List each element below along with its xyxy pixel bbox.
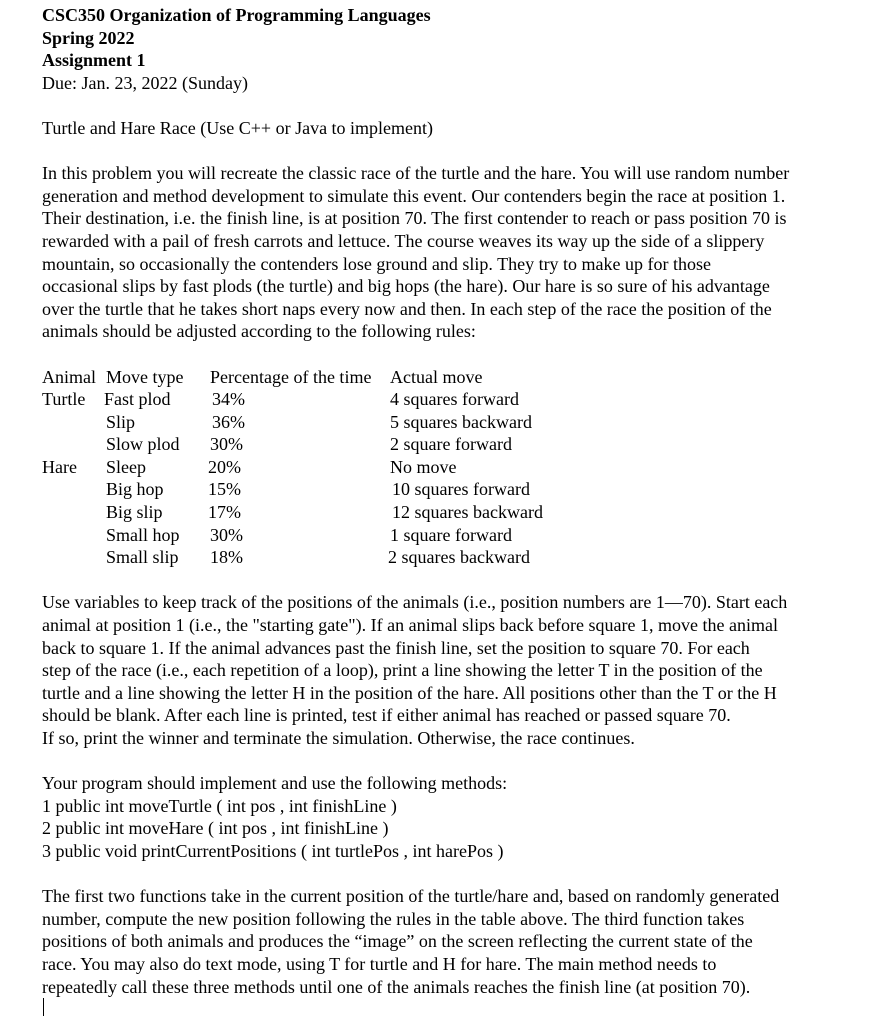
row-actual: 2 squares backward xyxy=(388,547,530,568)
row-actual: 1 square forward xyxy=(390,524,512,545)
table-header-row xyxy=(42,366,862,389)
row-move: Slow plod xyxy=(106,434,180,455)
rules-line: should be blank. After each line is printed, test if either animal has reached or passed square 70. xyxy=(42,705,731,726)
closing-line: positions of both animals and produces the “image” on the screen reflecting the current state of the xyxy=(42,931,753,952)
closing-paragraph xyxy=(42,885,862,998)
row-move: Slip xyxy=(106,411,136,432)
closing-line: race. You may also do text mode, using T for turtle and H for hare. The main method needs to xyxy=(42,953,717,974)
table-row xyxy=(42,546,862,569)
methods-intro: Your program should implement and use the following methods: xyxy=(42,773,508,794)
intro-line: Their destination, i.e. the finish line, is at position 70. The first contender to reach or pass position 70 is xyxy=(42,208,787,229)
closing-line: number, compute the new position following the rules in the table above. The third function takes xyxy=(42,908,745,929)
intro-line: mountain, so occasionally the contenders lose ground and slip. They try to make up for those xyxy=(42,253,712,274)
row-percentage: 34% xyxy=(212,389,245,410)
row-actual: 5 squares backward xyxy=(390,411,532,432)
row-actual: 2 square forward xyxy=(390,434,512,455)
row-actual: 4 squares forward xyxy=(390,389,519,410)
move-rules-table xyxy=(42,366,862,569)
row-percentage: 17% xyxy=(208,502,241,523)
intro-line: generation and method development to simulate this event. Our contenders begin the race at position 1. xyxy=(42,185,786,206)
row-percentage: 30% xyxy=(210,434,243,455)
table-row xyxy=(42,524,862,547)
intro-line: animals should be adjusted according to the following rules: xyxy=(42,321,476,342)
row-animal: Hare xyxy=(42,456,77,477)
table-row xyxy=(42,433,862,456)
assignment-label: Assignment 1 xyxy=(42,50,146,71)
method-item: 2 public int moveHare ( int pos , int finishLine ) xyxy=(42,818,389,839)
rules-line: back to square 1. If the animal advances past the finish line, set the position to square 70. For each xyxy=(42,637,750,658)
problem-title: Turtle and Hare Race (Use C++ or Java to implement) xyxy=(42,117,434,138)
header-actual-move: Actual move xyxy=(390,366,483,387)
rules-line: animal at position 1 (i.e., the "starting gate"). If an animal slips back before square 1, move the animal xyxy=(42,615,778,636)
table-row xyxy=(42,501,862,524)
row-percentage: 30% xyxy=(210,524,243,545)
text-cursor[interactable] xyxy=(43,998,44,1016)
row-move: Sleep xyxy=(106,456,146,477)
header-move-type: Move type xyxy=(106,366,184,387)
intro-line: over the turtle that he takes short naps every now and then. In each step of the race the position of the xyxy=(42,298,772,319)
table-row xyxy=(42,478,862,501)
document-page xyxy=(42,4,862,998)
rules-line: Use variables to keep track of the positions of the animals (i.e., position numbers are 1—70). Start each xyxy=(42,592,788,613)
methods-section xyxy=(42,772,862,862)
intro-line: rewarded with a pail of fresh carrots and lettuce. The course weaves its way up the side of a slippery xyxy=(42,230,765,251)
closing-line: The first two functions take in the current position of the turtle/hare and, based on randomly generated xyxy=(42,886,780,907)
row-percentage: 20% xyxy=(208,456,241,477)
course-title: CSC350 Organization of Programming Languages xyxy=(42,5,431,25)
row-percentage: 15% xyxy=(208,479,241,500)
method-item: 1 public int moveTurtle ( int pos , int finishLine ) xyxy=(42,795,397,816)
row-percentage: 36% xyxy=(212,411,245,432)
rules-line: step of the race (i.e., each repetition of a loop), print a line showing the letter T in the position of the xyxy=(42,660,763,681)
row-move: Fast plod xyxy=(104,389,171,410)
row-actual: 10 squares forward xyxy=(392,479,530,500)
row-move: Small hop xyxy=(106,524,180,545)
intro-paragraph xyxy=(42,162,862,343)
due-date: Due: Jan. 23, 2022 (Sunday) xyxy=(42,72,248,93)
rules-paragraph xyxy=(42,591,862,749)
table-row xyxy=(42,388,862,411)
term: Spring 2022 xyxy=(42,27,135,48)
rules-line: turtle and a line showing the letter H in the position of the hare. All positions other than the T or the H xyxy=(42,682,777,703)
row-actual: No move xyxy=(390,456,457,477)
row-percentage: 18% xyxy=(210,547,243,568)
row-actual: 12 squares backward xyxy=(392,502,543,523)
row-animal: Turtle xyxy=(42,389,86,410)
table-row xyxy=(42,411,862,434)
header-animal: Animal xyxy=(42,366,96,387)
row-move: Small slip xyxy=(106,547,179,568)
closing-line: repeatedly call these three methods until one of the animals reaches the finish line (at position 70). xyxy=(42,976,751,997)
table-row xyxy=(42,456,862,479)
row-move: Big hop xyxy=(106,479,164,500)
intro-line: occasional slips by fast plods (the turtle) and big hops (the hare). Our hare is so sure of his advantage xyxy=(42,276,770,297)
header-percentage: Percentage of the time xyxy=(210,366,372,387)
intro-line: In this problem you will recreate the classic race of the turtle and the hare. You will use random number xyxy=(42,163,790,184)
method-item: 3 public void printCurrentPositions ( int turtlePos , int harePos ) xyxy=(42,840,504,861)
row-move: Big slip xyxy=(106,502,163,523)
rules-line: If so, print the winner and terminate the simulation. Otherwise, the race continues. xyxy=(42,728,635,748)
